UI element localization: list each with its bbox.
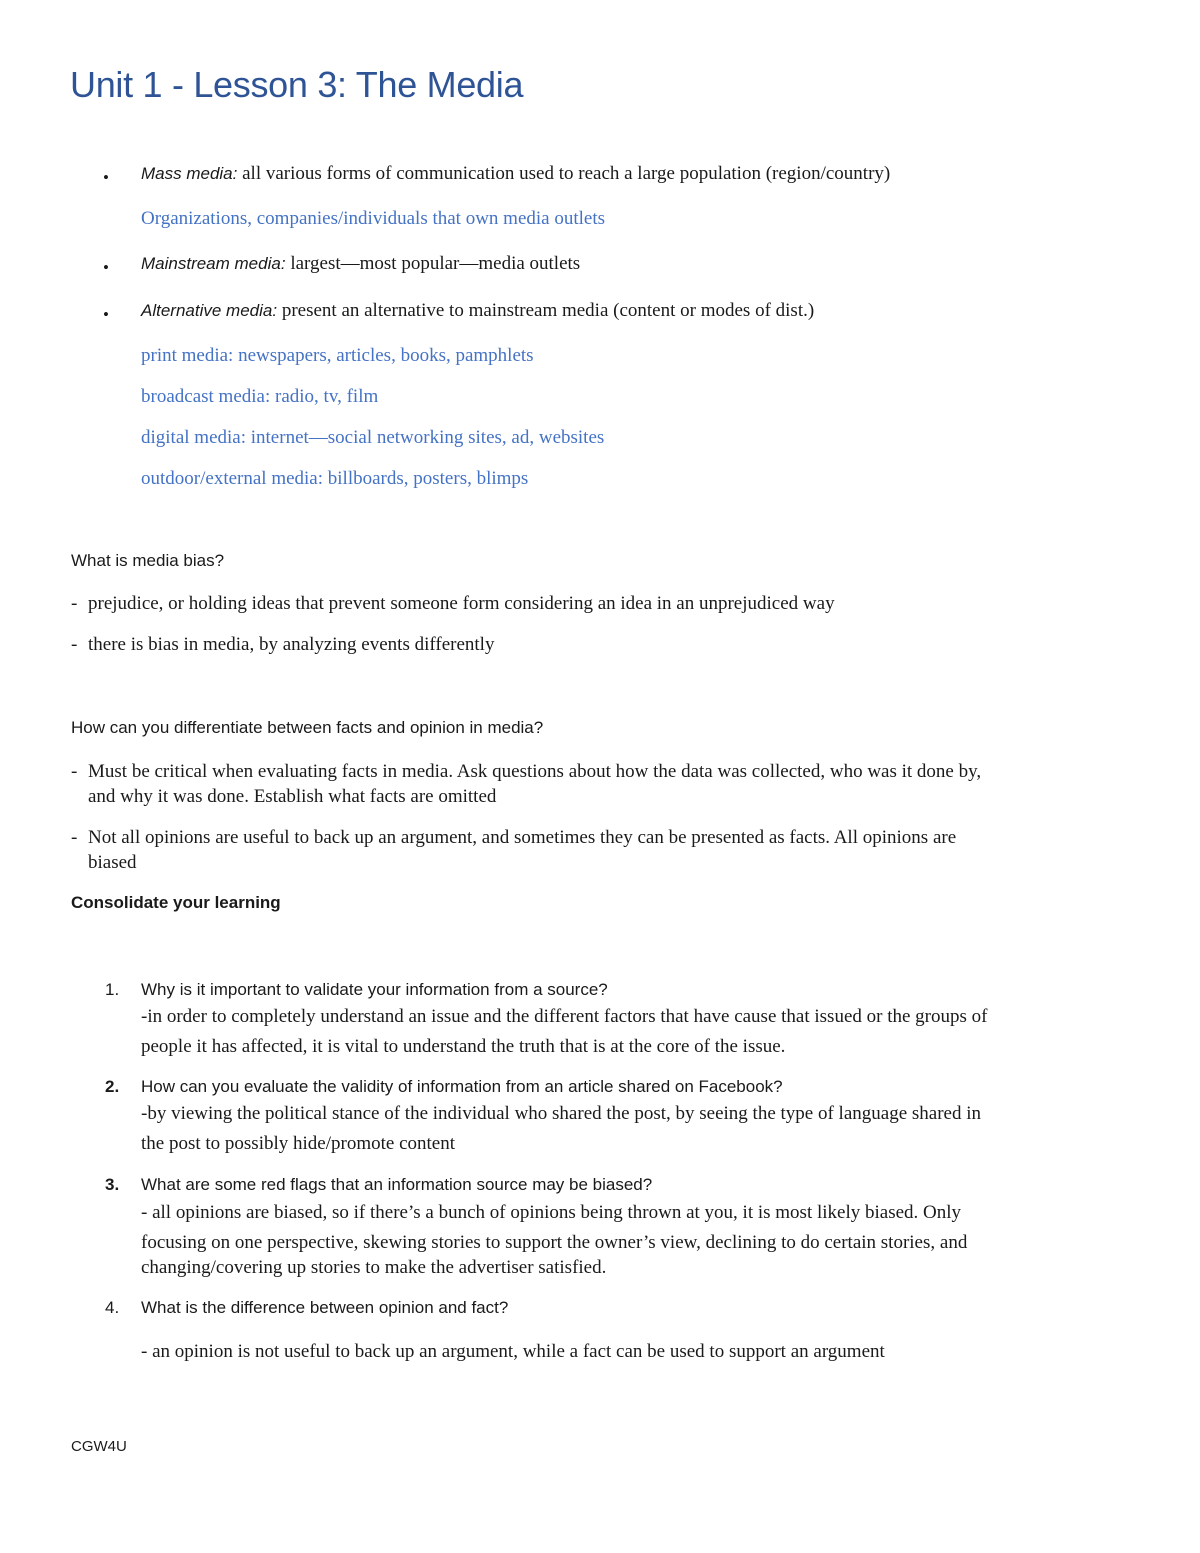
dash-marker: - [71, 634, 78, 655]
term-mainstream-media: Mainstream media: [141, 254, 286, 273]
definition-text: present an alternative to mainstream media (content or modes of dist.) [277, 300, 815, 321]
answer-line: people it has affected, it is vital to understand the truth that is at the core of the issue. [141, 1036, 786, 1057]
page-title: Unit 1 - Lesson 3: The Media [70, 64, 524, 105]
term-mass-media: Mass media: [141, 164, 238, 183]
bias-point: prejudice, or holding ideas that prevent someone form considering an idea in an unprejudiced way [88, 593, 835, 614]
media-type-item: digital media: internet—social networking sites, ad, websites [141, 427, 605, 448]
facts-point-line: and why it was done. Establish what facts are omitted [88, 786, 497, 807]
facts-point-line: Not all opinions are useful to back up an argument, and sometimes they can be presented as facts. All opinions are [88, 827, 957, 848]
definition-text: largest—most popular—media outlets [285, 253, 581, 274]
question-number: 3. [105, 1175, 120, 1194]
answer-line: - an opinion is not useful to back up an argument, while a fact can be used to support an argument [141, 1341, 885, 1362]
definition-mass-media [141, 163, 890, 185]
question-text: Why is it important to validate your information from a source? [141, 980, 608, 999]
facts-point-line: Must be critical when evaluating facts in media. Ask questions about how the data was collected, who was it done by, [88, 761, 982, 782]
media-type-item: broadcast media: radio, tv, film [141, 386, 379, 407]
consolidate-heading: Consolidate your learning [71, 893, 281, 912]
question-number: 1. [105, 980, 120, 999]
dash-marker: - [71, 761, 78, 782]
media-type-item: print media: newspapers, articles, books, pamphlets [141, 345, 534, 366]
footer-course-code: CGW4U [71, 1438, 127, 1455]
question-text: How can you evaluate the validity of information from an article shared on Facebook? [141, 1077, 783, 1096]
answer-line: changing/covering up stories to make the advertiser satisfied. [141, 1257, 607, 1278]
definition-alternative-media [141, 300, 814, 322]
answer-line: the post to possibly hide/promote content [141, 1133, 455, 1154]
answer-line: focusing on one perspective, skewing stories to support the owner’s view, declining to do certain stories, and [141, 1232, 968, 1253]
dash-marker: - [71, 827, 78, 848]
facts-point-line: biased [88, 852, 137, 873]
dash-marker: - [71, 593, 78, 614]
media-type-item: outdoor/external media: billboards, posters, blimps [141, 468, 529, 489]
definition-text: all various forms of communication used to reach a large population (region/country) [237, 163, 891, 184]
bullet-icon: • [103, 305, 109, 324]
mass-media-note: Organizations, companies/individuals that own media outlets [141, 208, 606, 229]
question-number: 4. [105, 1298, 120, 1317]
bias-point: there is bias in media, by analyzing events differently [88, 634, 495, 655]
answer-line: -by viewing the political stance of the individual who shared the post, by seeing the type of language shared in [141, 1103, 981, 1124]
definition-mainstream-media [141, 253, 580, 275]
bullet-icon: • [103, 258, 109, 277]
question-number: 2. [105, 1077, 120, 1096]
term-alternative-media: Alternative media: [141, 301, 278, 320]
answer-line: -in order to completely understand an issue and the different factors that have cause that issued or the groups of [141, 1006, 988, 1027]
question-text: What are some red flags that an information source may be biased? [141, 1175, 653, 1194]
question-text: What is the difference between opinion and fact? [141, 1298, 509, 1317]
bullet-icon: • [103, 168, 109, 187]
bias-heading: What is media bias? [71, 551, 225, 570]
facts-heading: How can you differentiate between facts and opinion in media? [71, 718, 544, 737]
answer-line: - all opinions are biased, so if there’s a bunch of opinions being thrown at you, it is most likely biased. Only [141, 1202, 962, 1223]
